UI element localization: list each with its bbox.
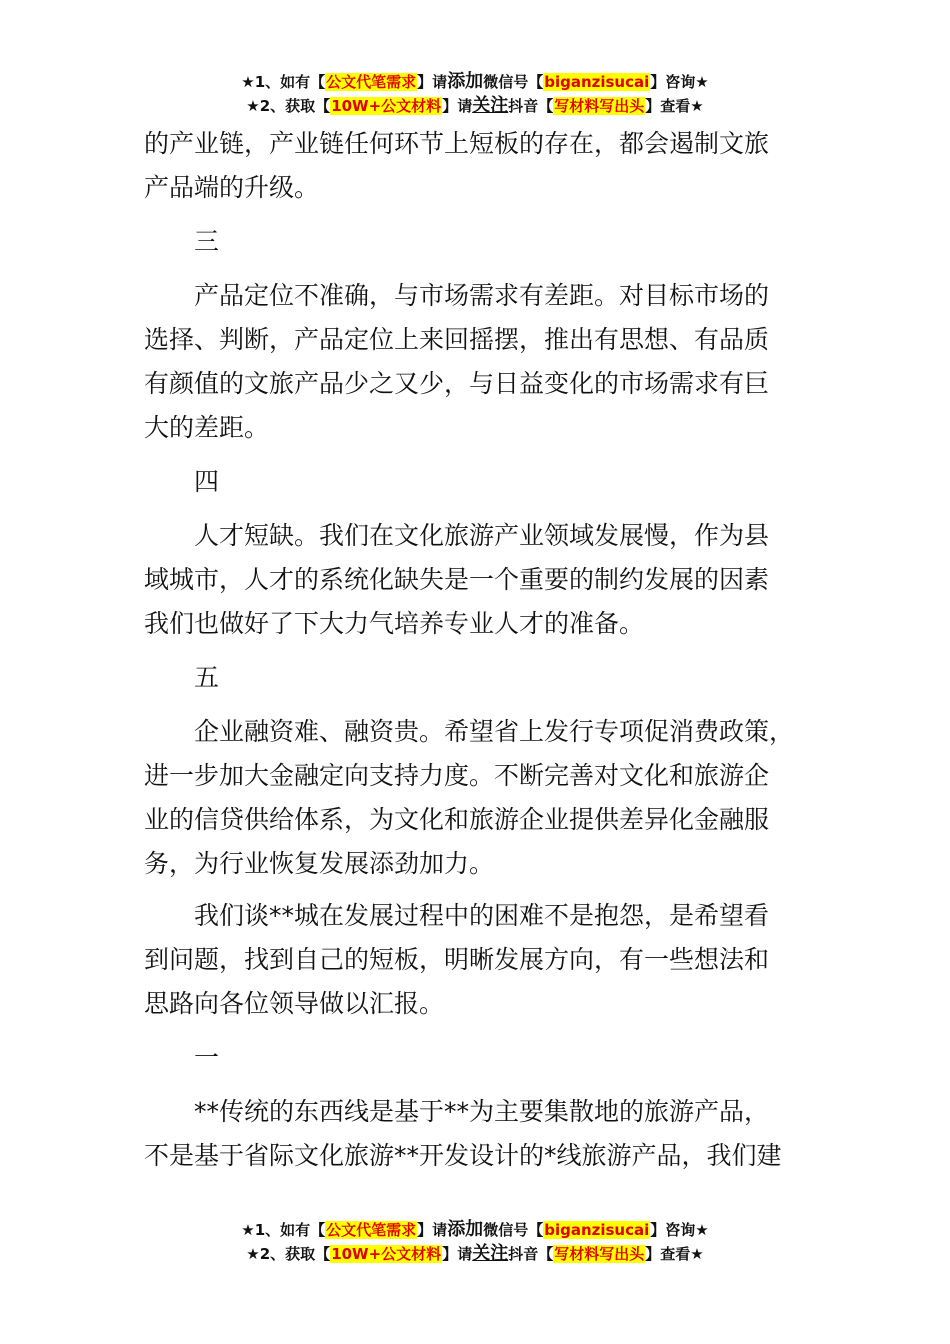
- text-line: 产品端的升级。: [144, 173, 320, 202]
- banner-text: 】咨询★: [650, 1221, 709, 1239]
- banner-emphasis: 添加: [447, 71, 484, 92]
- heading-text: 一: [194, 1043, 220, 1072]
- heading-text: 三: [194, 227, 220, 256]
- banner-text: ★1、如有【: [241, 73, 326, 91]
- banner-text: ★2、获取【: [246, 1245, 331, 1263]
- highlight-wechat-id: biganzisucai: [544, 1221, 650, 1239]
- highlight-materials: 10W+公文材料: [331, 97, 442, 115]
- section-heading: [144, 460, 834, 504]
- text-line: 务，为行业恢复发展添劲加力。: [144, 849, 495, 878]
- banner-text: 】请: [442, 1245, 473, 1263]
- header-banner: [0, 70, 950, 118]
- banner-line-1: [0, 1218, 950, 1242]
- banner-line-2: [0, 1242, 950, 1266]
- text-line: 大的差距。: [144, 413, 270, 442]
- banner-text: 微信号【: [483, 1221, 544, 1239]
- text-line: 我们也做好了下大力气培养专业人才的准备。: [144, 609, 645, 638]
- highlight-service: 公文代笔需求: [326, 73, 417, 91]
- footer-banner: [0, 1218, 950, 1266]
- document-body: [144, 122, 834, 1178]
- highlight-materials: 10W+公文材料: [331, 1245, 442, 1263]
- banner-text: 抖音【: [508, 1245, 554, 1263]
- text-line: 域城市，人才的系统化缺失是一个重要的制约发展的因素: [144, 565, 770, 594]
- banner-line-1: [0, 70, 950, 94]
- heading-text: 五: [194, 663, 220, 692]
- text-line: 有颜值的文旅产品少之又少，与日益变化的市场需求有巨: [144, 369, 770, 398]
- banner-text: 】查看★: [645, 97, 704, 115]
- banner-emphasis: 关注: [472, 95, 509, 116]
- paragraph: [144, 710, 834, 886]
- banner-emphasis: 添加: [447, 1219, 484, 1240]
- banner-text: ★2、获取【: [246, 97, 331, 115]
- banner-text: 】查看★: [645, 1245, 704, 1263]
- text-line: **传统的东西线是基于**为主要集散地的旅游产品，: [194, 1097, 770, 1126]
- banner-text: 】请: [417, 1221, 448, 1239]
- paragraph: [144, 894, 834, 1026]
- highlight-douyin-account: 写材料写出头: [554, 1245, 645, 1263]
- text-line: 我们谈**城在发展过程中的困难不是抱怨，是希望看: [194, 901, 770, 930]
- section-heading: [144, 220, 834, 264]
- highlight-wechat-id: biganzisucai: [544, 73, 650, 91]
- text-line: 产品定位不准确，与市场需求有差距。对目标市场的: [194, 281, 770, 310]
- paragraph: [144, 1090, 834, 1178]
- text-line: 人才短缺。我们在文化旅游产业领域发展慢，作为县: [194, 521, 770, 550]
- text-line: 选择、判断，产品定位上来回摇摆，推出有思想、有品质: [144, 325, 770, 354]
- paragraph: [144, 514, 834, 646]
- highlight-douyin-account: 写材料写出头: [554, 97, 645, 115]
- paragraph: [144, 274, 834, 450]
- text-line: 进一步加大金融定向支持力度。不断完善对文化和旅游企: [144, 761, 770, 790]
- section-heading: [144, 656, 834, 700]
- paragraph: [144, 122, 834, 210]
- highlight-service: 公文代笔需求: [326, 1221, 417, 1239]
- heading-text: 四: [194, 467, 220, 496]
- text-line: 不是基于省际文化旅游**开发设计的*线旅游产品，我们建: [144, 1141, 782, 1170]
- text-line: 业的信贷供给体系，为文化和旅游企业提供差异化金融服: [144, 805, 770, 834]
- banner-text: 】请: [417, 73, 448, 91]
- text-line: 到问题，找到自己的短板，明晰发展方向，有一些想法和: [144, 945, 770, 974]
- banner-text: 抖音【: [508, 97, 554, 115]
- banner-line-2: [0, 94, 950, 118]
- banner-text: ★1、如有【: [241, 1221, 326, 1239]
- banner-text: 】咨询★: [650, 73, 709, 91]
- banner-text: 微信号【: [483, 73, 544, 91]
- section-heading: [144, 1036, 834, 1080]
- banner-text: 】请: [442, 97, 473, 115]
- text-line: 的产业链，产业链任何环节上短板的存在，都会遏制文旅: [144, 129, 770, 158]
- banner-emphasis: 关注: [472, 1243, 509, 1264]
- text-line: 思路向各位领导做以汇报。: [144, 989, 445, 1018]
- text-line: 企业融资难、融资贵。希望省上发行专项促消费政策，: [194, 717, 795, 746]
